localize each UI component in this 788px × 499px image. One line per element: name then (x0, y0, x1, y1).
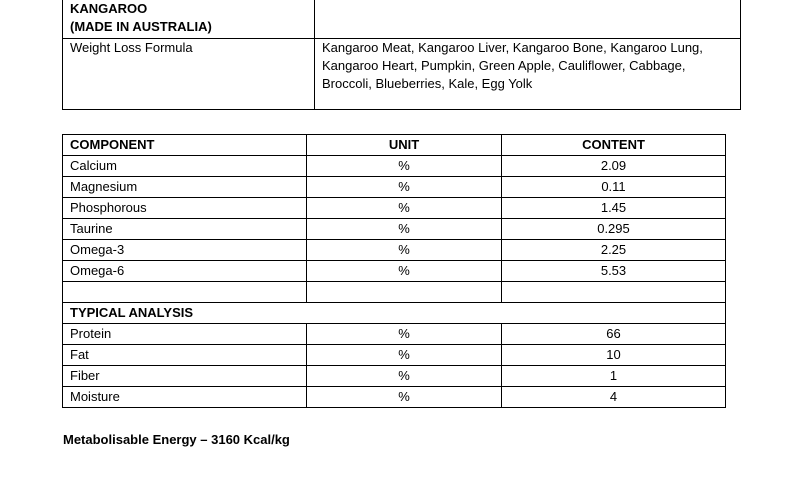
analysis-name: Protein (63, 324, 307, 345)
formula-cell (63, 39, 315, 110)
table-row (63, 219, 726, 240)
ingredients-line: Kangaroo Meat, Kangaroo Liver, Kangaroo Bone, Kangaroo Lung, (322, 40, 703, 55)
component-content: 2.25 (502, 240, 726, 261)
analysis-content: 66 (502, 324, 726, 345)
table-row (63, 177, 726, 198)
table-row (63, 366, 726, 387)
table-row (63, 156, 726, 177)
analysis-content: 4 (502, 387, 726, 408)
component-name: Phosphorous (63, 198, 307, 219)
product-table (62, 0, 741, 110)
analysis-heading: TYPICAL ANALYSIS (63, 303, 726, 324)
section-heading-row (63, 303, 726, 324)
analysis-unit: % (307, 345, 502, 366)
component-unit: % (307, 261, 502, 282)
empty-cell (502, 282, 726, 303)
component-unit: % (307, 177, 502, 198)
analysis-name: Fat (63, 345, 307, 366)
component-unit: % (307, 219, 502, 240)
analysis-name: Fiber (63, 366, 307, 387)
product-name: KANGAROO (70, 1, 148, 16)
ingredients-cell (315, 39, 741, 110)
table-row (63, 345, 726, 366)
component-content: 0.11 (502, 177, 726, 198)
analysis-content: 1 (502, 366, 726, 387)
analysis-unit: % (307, 387, 502, 408)
component-name: Omega-3 (63, 240, 307, 261)
header-content: CONTENT (502, 135, 726, 156)
product-name-cell (63, 0, 315, 39)
component-name: Omega-6 (63, 261, 307, 282)
component-content: 5.53 (502, 261, 726, 282)
component-content: 1.45 (502, 198, 726, 219)
empty-row (63, 282, 726, 303)
component-content: 0.295 (502, 219, 726, 240)
component-unit: % (307, 240, 502, 261)
analysis-unit: % (307, 366, 502, 387)
component-unit: % (307, 198, 502, 219)
component-content: 2.09 (502, 156, 726, 177)
table-row (63, 261, 726, 282)
analysis-name: Moisture (63, 387, 307, 408)
ingredients-line: Broccoli, Blueberries, Kale, Egg Yolk (322, 76, 533, 91)
component-name: Calcium (63, 156, 307, 177)
table-row (63, 198, 726, 219)
analysis-unit: % (307, 324, 502, 345)
product-name-blank-cell (315, 0, 741, 39)
component-name: Taurine (63, 219, 307, 240)
table-row (63, 240, 726, 261)
empty-cell (63, 282, 307, 303)
product-origin: (MADE IN AUSTRALIA) (70, 19, 212, 34)
ingredients-line: Kangaroo Heart, Pumpkin, Green Apple, Cauliflower, Cabbage, (322, 58, 686, 73)
table-header-row (63, 135, 726, 156)
empty-cell (307, 282, 502, 303)
header-component: COMPONENT (63, 135, 307, 156)
analysis-content: 10 (502, 345, 726, 366)
table-row (63, 387, 726, 408)
nutrition-table (62, 134, 726, 408)
formula-name: Weight Loss Formula (70, 40, 193, 55)
component-unit: % (307, 156, 502, 177)
header-unit: UNIT (307, 135, 502, 156)
table-row (63, 324, 726, 345)
component-name: Magnesium (63, 177, 307, 198)
metabolisable-energy: Metabolisable Energy – 3160 Kcal/kg (63, 432, 290, 447)
